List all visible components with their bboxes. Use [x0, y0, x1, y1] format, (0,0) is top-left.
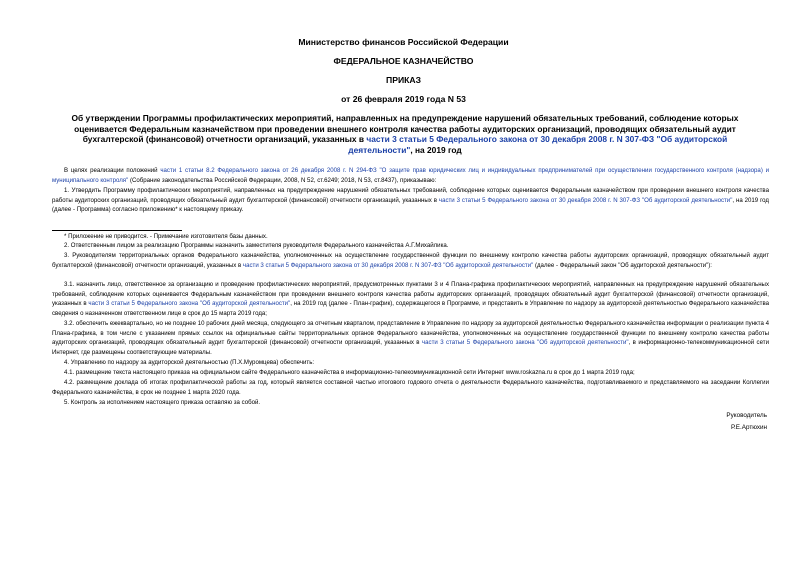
title-text-end: , на 2019 год: [410, 144, 462, 155]
item-3-text: 3. Руководителям территориальных органов Федерального казначейства, уполномоченных на осуществление государственной функции по внешнему контролю качества работы аудиторских организаций, проводящих обязательный аудит бухгалтерской (финансовой) отчетности организаций, указанных в: [52, 252, 769, 269]
preamble-law-link[interactable]: части 1 статьи 8.2 Федерального закона от 26 декабря 2008 г. N 294-ФЗ "О защите прав юридических лиц и индивидуальных предпринимателей при осуществлении государственного контроля (надзора) и муниципального контроля": [52, 167, 769, 184]
item-1-law-link[interactable]: части 3 статьи 5 Федерального закона от 30 декабря 2008 г. N 307-ФЗ "Об аудиторской деятельности": [438, 196, 733, 204]
title-text: Об утверждении Программы профилактических мероприятий, направленных на предупреждение нарушений обязательных требований, соблюдение которых оценивается Федеральным казначейством при проведении внешнего контроля качества работы аудиторских организаций, проводящих обязательный аудит бухгалтерской (финансовой) отчетности организаций, указанных в: [71, 113, 739, 144]
preamble-text: В целях реализации положений: [64, 167, 161, 174]
preamble-text-end: (Собрание законодательства Российской Федерации, 2008, N 52, ст.6249; 2018, N 53, ст.8437), приказываю:: [128, 176, 437, 184]
date-number: от 26 февраля 2019 года N 53: [341, 94, 466, 104]
item-3-law-link[interactable]: части 3 статьи 5 Федерального закона от 30 декабря 2008 г. N 307-ФЗ "Об аудиторской деятельности": [242, 261, 534, 269]
item-4-paragraph: 4. Управлению по надзору за аудиторской деятельностью (П.Х.Муромцева) обеспечить:: [64, 359, 315, 366]
item-3-2-text-end: , в информационно-телекоммуникационной сети Интернет, где размещены соответствующие материалы.: [52, 339, 769, 356]
item-3-paragraph: [52, 251, 769, 270]
ministry-heading: Министерство финансов Российской Федерации: [298, 37, 509, 47]
title-law-link[interactable]: части 3 статьи 5 Федерального закона от 30 декабря 2008 г. N 307-ФЗ "Об аудиторской деятельности": [348, 134, 728, 155]
item-3-1-law-link[interactable]: части 3 статьи 5 Федерального закона "Об аудиторской деятельности": [88, 300, 291, 307]
item-3-1-paragraph: [52, 280, 769, 318]
item-3-text-end: (далее - Федеральный закон "Об аудиторской деятельности"):: [533, 261, 712, 269]
signatory-role: Руководитель: [726, 412, 767, 419]
item-4-2-paragraph: 4.2. размещение доклада об итогах профилактической работы за год, который является составной частью итогового годового отчета о деятельности Федерального казначейства, подготавливаемого и представляемого на заседании Коллегии Федерального казначейства, в срок не позднее 1 марта 2020 года.: [52, 379, 769, 396]
doc-type-heading: ПРИКАЗ: [386, 75, 421, 85]
signatory-name: Р.Е.Артюхин: [731, 424, 767, 431]
preamble-paragraph: [52, 166, 769, 185]
item-3-2-law-link[interactable]: части 3 статьи 5 Федерального закона "Об аудиторской деятельности": [421, 339, 629, 346]
item-2-paragraph: 2. Ответственным лицом за реализацию Программы назначить заместителя руководителя Федерального казначейства А.Г.Михайлика.: [64, 242, 449, 249]
item-1-text-end: , на 2019 год (далее - Программа) согласно приложению* к настоящему приказу.: [52, 196, 769, 213]
item-3-2-paragraph: [52, 319, 769, 357]
item-4-1-paragraph: 4.1. размещение текста настоящего приказа на официальном сайте Федерального казначейства в информационно-телекоммуникационной сети Интернет www.roskazna.ru в срок до 1 марта 2019 года;: [64, 369, 635, 376]
footnote: * Приложение не приводится. - Примечание изготовителя базы данных.: [64, 233, 268, 240]
document-title: [55, 113, 755, 155]
item-3-1-text: 3.1. назначить лицо, ответственное за организацию и проведение профилактических мероприятий, предусмотренных пунктами 3 и 4 Плана-графика профилактических мероприятий, направленных на предупреждение нарушений обязательных требований, соблюдение которых оценивается Федеральным казначейством при проведении внешнего контроля качества работы аудиторских организаций, проводящих обязательный аудит бухгалтерской (финансовой) отчетности организаций, указанных в: [52, 281, 769, 307]
agency-heading: ФЕДЕРАЛЬНОЕ КАЗНАЧЕЙСТВО: [333, 56, 474, 66]
item-3-1-text-end: , на 2019 год (далее - План-график), содержащегося в Программе, и представить в Управление по надзору за аудиторской деятельностью Федерального казначейства сведения о назначенном ответственном лице в срок до 15 марта 2019 года;: [52, 300, 770, 317]
footnote-divider: [52, 230, 182, 231]
item-5-paragraph: 5. Контроль за исполнением настоящего приказа оставляю за собой.: [64, 399, 261, 406]
item-1-paragraph: [52, 186, 769, 215]
item-1-text: 1. Утвердить Программу профилактических мероприятий, направленных на предупреждение нарушений обязательных требований, соблюдение которых оценивается Федеральным казначейством при проведении внешнего контроля качества работы аудиторских организаций, проводящих обязательный аудит бухгалтерской (финансовой) отчетности организаций, указанных в: [52, 187, 769, 204]
item-3-2-text: 3.2. обеспечить ежеквартально, но не позднее 10 рабочих дней месяца, следующего за отчетным кварталом, представление в Управление по надзору за аудиторской деятельностью Федерального казначейства информации о реализации пункта 4 Плана-графика, в том числе с указанием прямых ссылок на официальные сайты территориальных органов Федерального казначейства, уполномоченных на осуществление государственной функции по внешнему контролю качества работы аудиторских организаций, проводящих обязательный аудит бухгалтерской (финансовой) отчетности организаций, указанных в: [52, 320, 769, 346]
